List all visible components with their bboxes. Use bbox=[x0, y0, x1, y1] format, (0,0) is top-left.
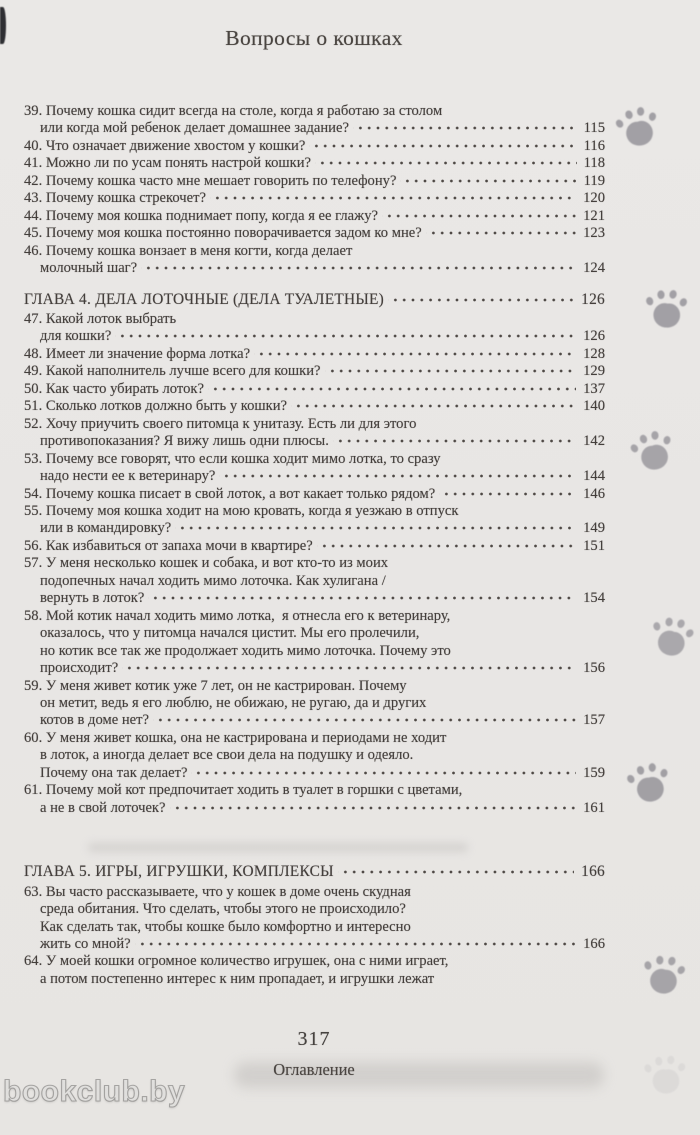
dot-leader bbox=[148, 596, 576, 602]
toc-text: 42. Почему кошка часто мне мешает говорить по телефону? bbox=[24, 172, 397, 189]
toc-line bbox=[24, 765, 605, 782]
toc-line bbox=[24, 173, 605, 190]
toc-text: 49. Какой наполнитель лучше всего для кошки? bbox=[24, 363, 321, 380]
toc-line bbox=[24, 863, 605, 882]
paw-print-icon bbox=[638, 952, 690, 1009]
toc-chapter-entry bbox=[24, 291, 605, 310]
paw-print-icon bbox=[628, 428, 680, 485]
toc-text: или когда мой ребенок делает домашнее задание? bbox=[40, 120, 349, 137]
toc-line bbox=[24, 901, 605, 918]
dot-leader bbox=[175, 526, 576, 532]
dot-leader bbox=[325, 369, 577, 375]
toc-line bbox=[24, 451, 605, 468]
toc-line bbox=[24, 782, 605, 799]
toc-text: молочный шаг? bbox=[40, 260, 138, 277]
dot-leader bbox=[122, 666, 576, 672]
toc-item-entry bbox=[24, 884, 605, 954]
dot-leader bbox=[333, 439, 576, 445]
toc-page-number: 115 bbox=[583, 120, 605, 137]
toc-text: происходит? bbox=[40, 660, 119, 677]
toc-page-number: 159 bbox=[583, 764, 605, 781]
paw-print-icon bbox=[613, 104, 665, 161]
toc-line bbox=[24, 503, 605, 520]
toc-line bbox=[24, 381, 605, 398]
toc-page-number: 140 bbox=[583, 398, 605, 415]
toc-page-number: 151 bbox=[583, 537, 605, 554]
toc-text: 51. Сколько лотков должно быть у кошки? bbox=[24, 398, 288, 415]
toc-text: 47. Какой лоток выбрать bbox=[24, 311, 177, 328]
toc-text: 59. У меня живет котик уже 7 лет, он не кастрирован. Почему bbox=[24, 677, 407, 694]
dot-leader bbox=[309, 144, 576, 150]
toc-page-number: 157 bbox=[583, 712, 605, 729]
dot-leader bbox=[170, 806, 577, 812]
toc-line bbox=[24, 311, 605, 328]
toc-page-number: 161 bbox=[583, 799, 605, 816]
toc-line bbox=[24, 416, 605, 433]
toc-line bbox=[24, 138, 605, 155]
toc-page-number: 166 bbox=[583, 936, 605, 953]
toc-page-number: 121 bbox=[583, 207, 605, 224]
toc-text: Почему она так делает? bbox=[40, 764, 188, 781]
toc-item-entry bbox=[24, 138, 605, 155]
toc-item-entry bbox=[24, 381, 605, 398]
toc-item-entry bbox=[24, 225, 605, 242]
toc-item-entry bbox=[24, 486, 605, 503]
toc-line bbox=[24, 971, 605, 988]
toc-text: 57. У меня несколько кошек и собака, и вот кто-то из моих bbox=[24, 555, 389, 572]
toc-page-number: 118 bbox=[583, 155, 605, 172]
toc-line bbox=[24, 291, 605, 310]
toc-page-number: 126 bbox=[581, 290, 605, 308]
toc-text: для кошки? bbox=[40, 328, 112, 345]
toc-item-entry bbox=[24, 538, 605, 555]
toc-line bbox=[24, 730, 605, 747]
toc-page-number: 120 bbox=[583, 190, 605, 207]
toc-page-number: 154 bbox=[583, 590, 605, 607]
toc-line bbox=[24, 468, 605, 485]
toc-line bbox=[24, 573, 605, 590]
toc-line bbox=[24, 678, 605, 695]
scan-smudge bbox=[88, 843, 468, 852]
dot-leader bbox=[382, 214, 576, 220]
dot-leader bbox=[388, 298, 574, 304]
toc-item-entry bbox=[24, 782, 605, 817]
toc-text: котов в доме нет? bbox=[40, 712, 149, 729]
dot-leader bbox=[191, 771, 576, 777]
toc-text: 61. Почему мой кот предпочитает ходить в туалет в горшки с цветами, bbox=[24, 782, 463, 799]
dot-leader bbox=[426, 231, 576, 237]
toc-text: 41. Можно ли по усам понять настрой кошки? bbox=[24, 155, 312, 172]
toc-page-number: 137 bbox=[583, 380, 605, 397]
toc-text: надо нести ее к ветеринару? bbox=[40, 468, 216, 485]
toc-page-number: 116 bbox=[583, 137, 605, 154]
toc-page-number: 166 bbox=[581, 863, 605, 881]
toc-page-number: 123 bbox=[583, 225, 605, 242]
dot-leader bbox=[153, 718, 576, 724]
page-title: Вопросы о кошках bbox=[225, 26, 403, 50]
toc-item-entry bbox=[24, 555, 605, 607]
paw-print-icon bbox=[640, 1052, 692, 1109]
toc-line bbox=[24, 747, 605, 764]
toc-page-number: 128 bbox=[583, 345, 605, 362]
toc-text: оказалось, что у питомца начался цистит. Мы его пролечили, bbox=[40, 625, 420, 642]
dot-leader bbox=[219, 474, 576, 480]
toc-item-entry bbox=[24, 190, 605, 207]
dot-leader bbox=[353, 126, 577, 132]
toc-text: 53. Почему все говорят, что если кошка ходит мимо лотка, то сразу bbox=[24, 450, 441, 467]
toc-line bbox=[24, 328, 605, 345]
toc-line bbox=[24, 225, 605, 242]
toc-text: 58. Мой котик начал ходить мимо лотка, я отнесла его к ветеринару, bbox=[24, 607, 451, 624]
dot-leader bbox=[338, 870, 574, 876]
toc-item-entry bbox=[24, 398, 605, 415]
toc-line bbox=[24, 260, 605, 277]
dot-leader bbox=[254, 352, 576, 358]
toc-line bbox=[24, 538, 605, 555]
paw-print-icon bbox=[646, 614, 698, 671]
toc-page-number: 119 bbox=[583, 172, 605, 189]
toc-line bbox=[24, 208, 605, 225]
toc-line bbox=[24, 800, 605, 817]
toc-line bbox=[24, 555, 605, 572]
toc-text: подопечных начал ходить мимо лоточка. Как хулигана / bbox=[40, 572, 386, 589]
toc-page-number: 144 bbox=[583, 468, 605, 485]
toc-text: 43. Почему кошка стрекочет? bbox=[24, 190, 206, 207]
toc-text: 45. Почему моя кошка постоянно поворачивается задом ко мне? bbox=[24, 225, 422, 242]
page-footer bbox=[24, 1028, 604, 1080]
toc-item-entry bbox=[24, 311, 605, 346]
dot-leader bbox=[210, 196, 576, 202]
dot-leader bbox=[291, 404, 576, 410]
table-of-contents bbox=[24, 103, 605, 988]
toc-text: он метит, ведь я его люблю, не обижаю, не ругаю, да и других bbox=[40, 695, 427, 711]
toc-line bbox=[24, 103, 605, 120]
toc-line bbox=[24, 486, 605, 503]
dot-leader bbox=[208, 387, 576, 393]
toc-line bbox=[24, 398, 605, 415]
toc-item-entry bbox=[24, 208, 605, 225]
toc-text: 55. Почему моя кошка ходит на мою кровать, когда я уезжаю в отпуск bbox=[24, 503, 459, 520]
toc-line bbox=[24, 953, 605, 970]
toc-text: 44. Почему моя кошка поднимает попу, когда я ее глажу? bbox=[24, 207, 379, 224]
dot-leader bbox=[315, 161, 577, 167]
toc-item-entry bbox=[24, 678, 605, 730]
toc-page-number: 129 bbox=[583, 363, 605, 380]
toc-text: жить со мной? bbox=[40, 936, 131, 953]
toc-line bbox=[24, 625, 605, 642]
toc-text: Как сделать так, чтобы кошке было комфортно и интересно bbox=[40, 918, 411, 935]
toc-line bbox=[24, 884, 605, 901]
toc-page-number: 142 bbox=[583, 433, 605, 450]
toc-item-entry bbox=[24, 953, 605, 988]
toc-text: или в командировку? bbox=[40, 520, 172, 537]
dot-leader bbox=[400, 179, 576, 185]
toc-text: 40. Что означает движение хвостом у кошки? bbox=[24, 137, 306, 154]
dot-leader bbox=[115, 334, 576, 340]
toc-text: 64. У моей кошки огромное количество игрушек, она с ними играет, bbox=[24, 953, 449, 970]
toc-text: противопоказания? Я вижу лишь одни плюсы. bbox=[40, 433, 329, 450]
toc-item-entry bbox=[24, 451, 605, 486]
paw-print-icon bbox=[641, 286, 693, 343]
dot-leader bbox=[439, 492, 576, 498]
toc-line bbox=[24, 936, 605, 953]
dot-leader bbox=[317, 544, 576, 550]
dot-leader bbox=[141, 266, 576, 272]
toc-text: а не в свой лоточек? bbox=[40, 799, 166, 816]
toc-line bbox=[24, 590, 605, 607]
toc-text: 50. Как часто убирать лоток? bbox=[24, 380, 204, 397]
toc-item-entry bbox=[24, 503, 605, 538]
toc-line bbox=[24, 120, 605, 137]
toc-text: 56. Как избавиться от запаха мочи в квартире? bbox=[24, 537, 313, 554]
footer-section-label: Оглавление bbox=[273, 1060, 355, 1079]
toc-item-entry bbox=[24, 155, 605, 172]
toc-line bbox=[24, 695, 605, 712]
toc-line bbox=[24, 155, 605, 172]
toc-line bbox=[24, 363, 605, 380]
toc-line bbox=[24, 608, 605, 625]
page-number: 317 bbox=[297, 1028, 331, 1050]
site-watermark: bookclub.by bbox=[3, 1075, 186, 1108]
toc-line bbox=[24, 520, 605, 537]
toc-item-entry bbox=[24, 363, 605, 380]
scan-edge-artifact bbox=[0, 7, 6, 44]
toc-text: ГЛАВА 4. ДЕЛА ЛОТОЧНЫЕ (ДЕЛА ТУАЛЕТНЫЕ) bbox=[24, 290, 385, 308]
toc-text: в лоток, а иногда делает все свои дела на подушку и одеяло. bbox=[40, 747, 414, 764]
toc-text: 52. Хочу приучить своего питомца к унитазу. Есть ли для этого bbox=[24, 415, 417, 432]
toc-line bbox=[24, 712, 605, 729]
toc-line bbox=[24, 433, 605, 450]
toc-text: но котик все так же продолжает ходить мимо лоточка. Почему это bbox=[40, 642, 451, 659]
paw-print-icon bbox=[624, 760, 676, 817]
toc-item-entry bbox=[24, 173, 605, 190]
toc-text: 63. Вы часто рассказываете, что у кошек в доме очень скудная bbox=[24, 883, 411, 900]
toc-line bbox=[24, 660, 605, 677]
toc-line bbox=[24, 243, 605, 260]
toc-item-entry bbox=[24, 730, 605, 782]
dot-leader bbox=[135, 942, 576, 948]
toc-text: вернуть в лоток? bbox=[40, 590, 145, 607]
toc-text: ГЛАВА 5. ИГРЫ, ИГРУШКИ, КОМПЛЕКСЫ bbox=[24, 863, 334, 881]
toc-text: 48. Имеет ли значение форма лотка? bbox=[24, 345, 251, 362]
toc-item-entry bbox=[24, 608, 605, 678]
toc-text: а потом постепенно интерес к ним пропадает, и игрушки лежат bbox=[40, 970, 435, 987]
toc-item-entry bbox=[24, 416, 605, 451]
toc-page-number: 156 bbox=[583, 660, 605, 677]
toc-line bbox=[24, 190, 605, 207]
toc-page-number: 126 bbox=[583, 328, 605, 345]
toc-page-number: 146 bbox=[583, 485, 605, 502]
toc-line bbox=[24, 919, 605, 936]
toc-line bbox=[24, 643, 605, 660]
toc-page-number: 149 bbox=[583, 520, 605, 537]
toc-line bbox=[24, 346, 605, 363]
toc-chapter-entry bbox=[24, 863, 605, 882]
toc-text: среда обитания. Что сделать, чтобы этого не происходило? bbox=[40, 901, 406, 918]
toc-item-entry bbox=[24, 103, 605, 138]
toc-text: 60. У меня живет кошка, она не кастрирована и периодами не ходит bbox=[24, 729, 447, 746]
toc-page-number: 124 bbox=[583, 260, 605, 277]
toc-text: 39. Почему кошка сидит всегда на столе, когда я работаю за столом bbox=[24, 103, 443, 119]
toc-item-entry bbox=[24, 243, 605, 278]
toc-item-entry bbox=[24, 346, 605, 363]
toc-text: 46. Почему кошка вонзает в меня когти, когда делает bbox=[24, 242, 353, 259]
toc-text: 54. Почему кошка писает в свой лоток, а вот какает только рядом? bbox=[24, 485, 436, 502]
